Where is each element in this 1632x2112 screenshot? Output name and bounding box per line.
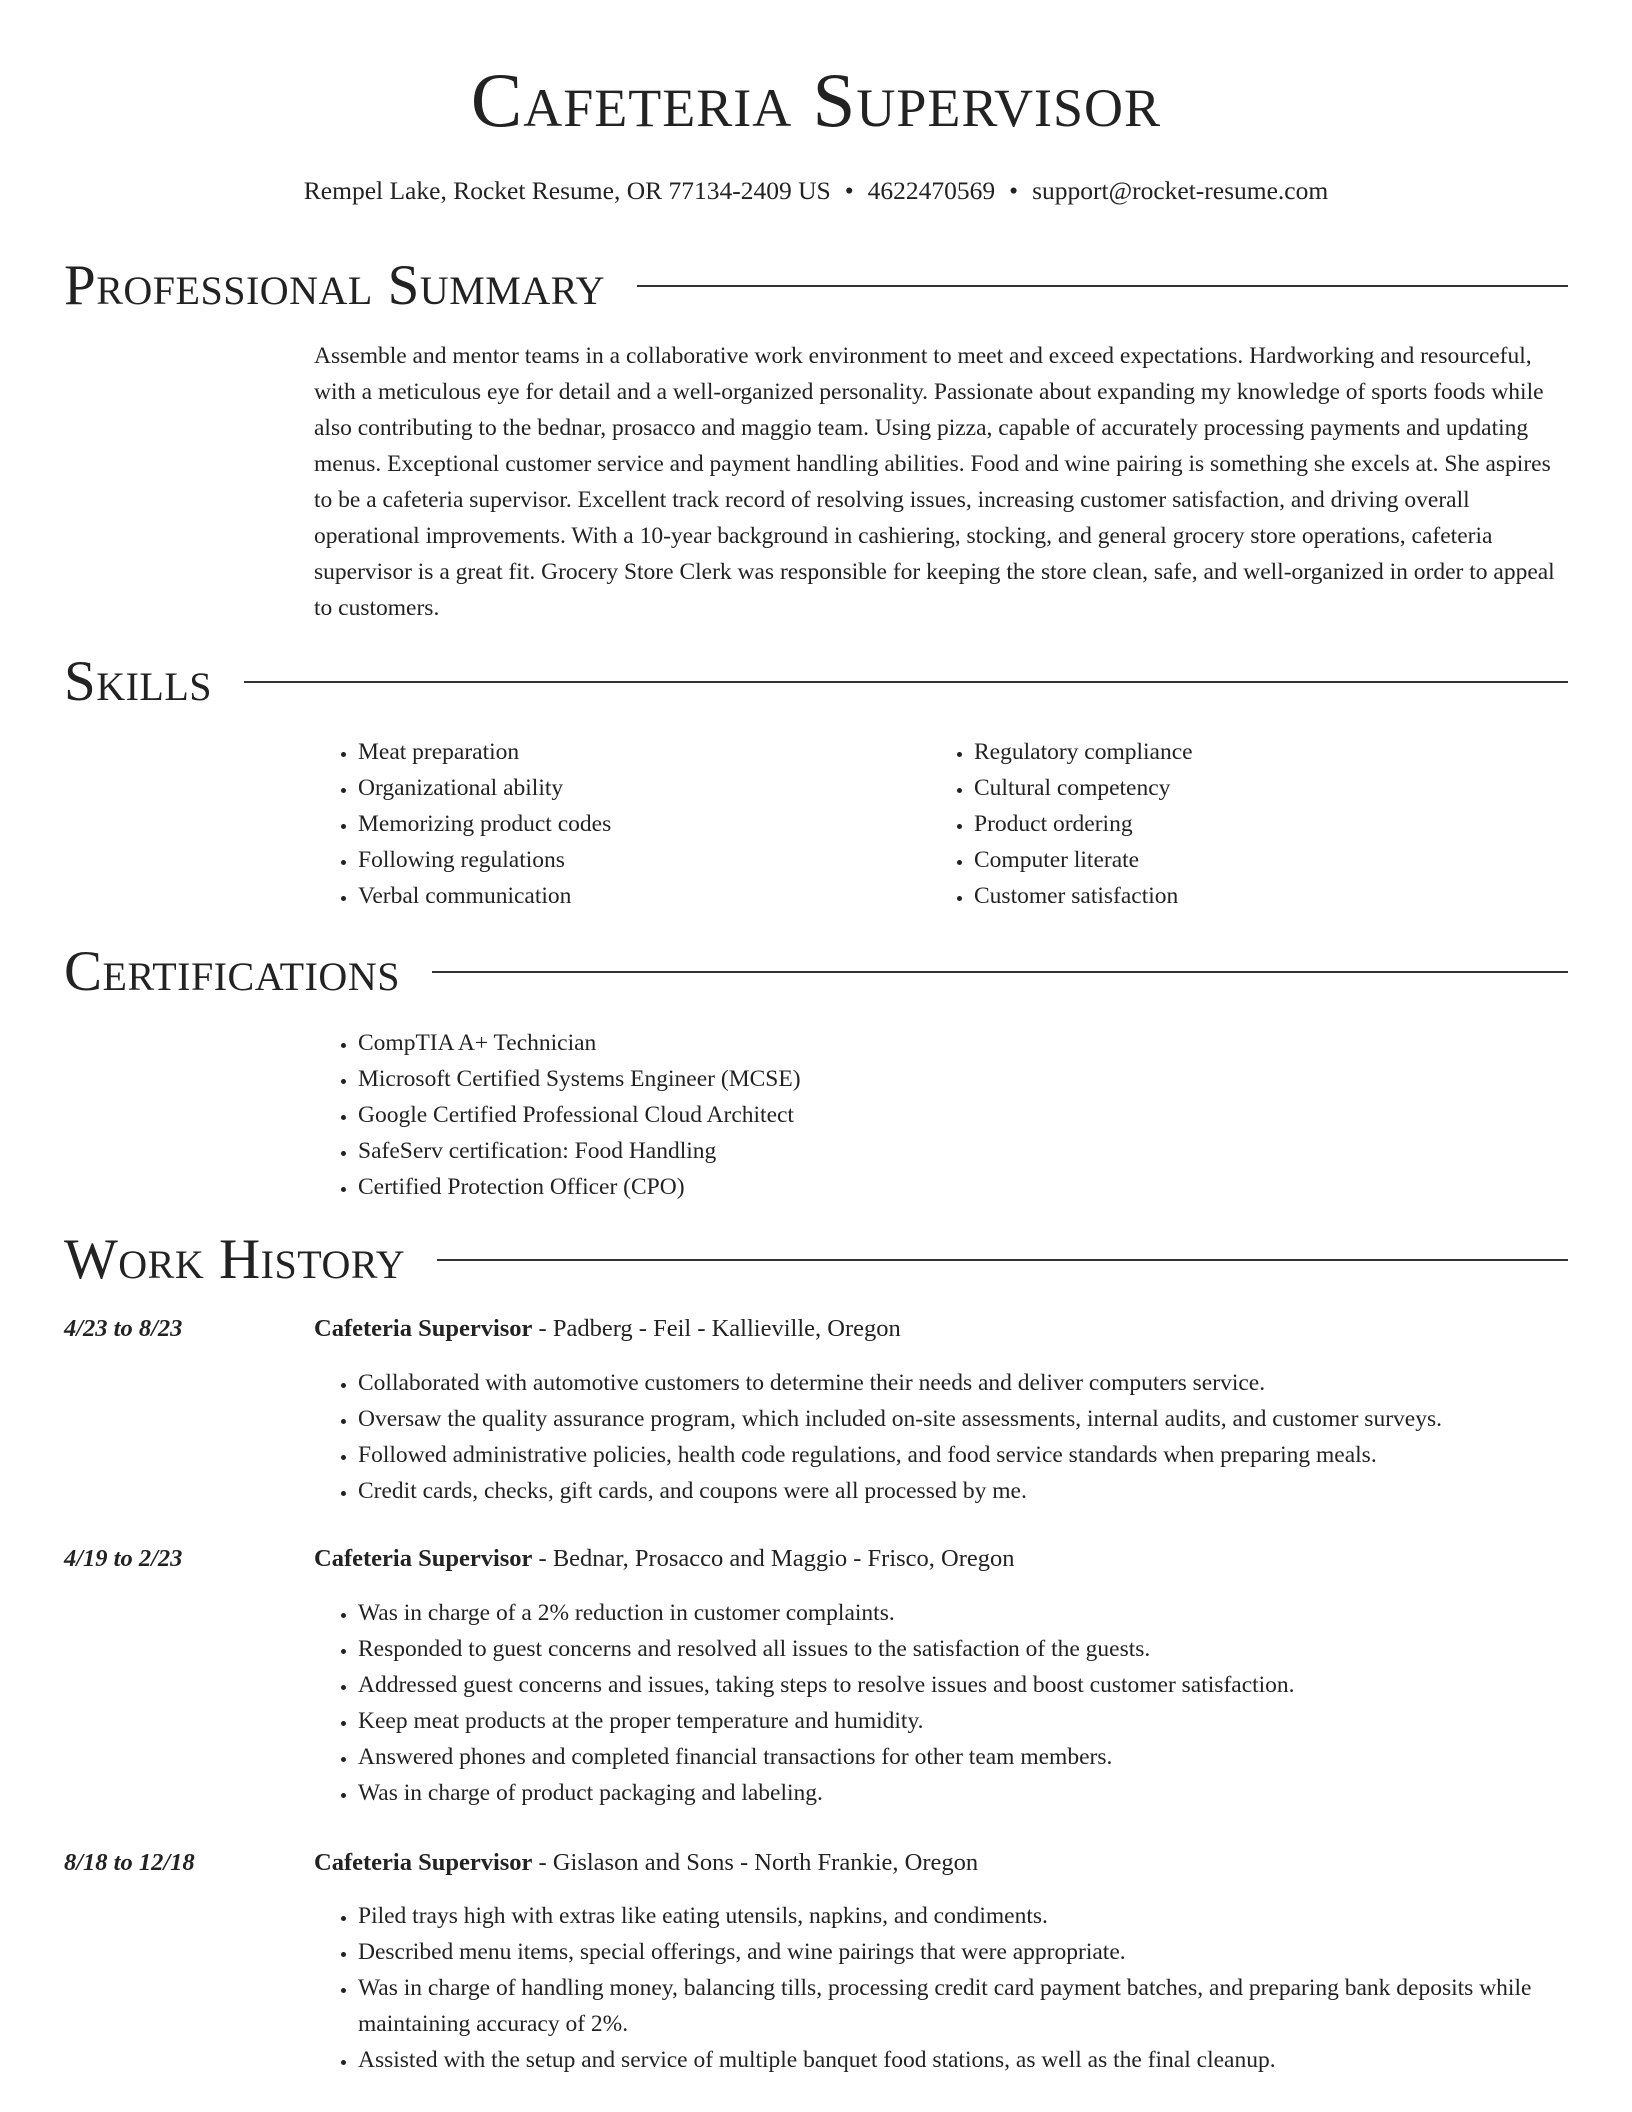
job-duty-item: • Answered phones and completed financial transactions for other team members. [358, 1739, 1570, 1775]
skill-item: • Meat preparation [358, 734, 914, 770]
job-duty-item: • Was in charge of handling money, balancing tills, processing credit card payment batches, and preparing bank deposits while maintaining accuracy of 2%. [358, 1970, 1570, 2042]
job-duty-item: • Piled trays high with extras like eating utensils, napkins, and condiments. [358, 1898, 1570, 1934]
section-divider [432, 971, 1568, 973]
contact-separator: • [844, 176, 854, 205]
job-title: Cafeteria Supervisor [314, 1315, 533, 1342]
section-divider [437, 1259, 1568, 1261]
job-duties-list [314, 1595, 1570, 1811]
skill-item: • Verbal communication [358, 878, 914, 914]
certifications-section-title: Certifications [64, 939, 400, 1003]
job-entry-header [64, 1541, 1568, 1577]
job-employer-location: - Gislason and Sons - North Frankie, Oregon [532, 1849, 979, 1876]
skill-item: • Memorizing product codes [358, 806, 914, 842]
skill-item: • Customer satisfaction [974, 878, 1530, 914]
skill-item: • Computer literate [974, 842, 1530, 878]
summary-section-title: Professional Summary [64, 253, 606, 317]
job-employer-location: - Bednar, Prosacco and Maggio - Frisco, Oregon [532, 1545, 1015, 1572]
contact-email: support@rocket-resume.com [1032, 176, 1329, 205]
skills-section-title: Skills [64, 649, 213, 713]
certification-item: • Google Certified Professional Cloud Architect [358, 1097, 1570, 1133]
candidate-name: Cafeteria Supervisor [470, 57, 1162, 143]
skill-item: • Following regulations [358, 842, 914, 878]
contact-phone: 4622470569 [867, 176, 996, 205]
job-duty-item: • Addressed guest concerns and issues, taking steps to resolve issues and boost customer satisfaction. [358, 1667, 1570, 1703]
certification-item: • Microsoft Certified Systems Engineer (MCSE) [358, 1061, 1570, 1097]
job-duty-item: • Credit cards, checks, gift cards, and coupons were all processed by me. [358, 1473, 1570, 1509]
job-duty-item: • Described menu items, special offerings, and wine pairings that were appropriate. [358, 1934, 1570, 1970]
skill-item: • Cultural competency [974, 770, 1530, 806]
contact-separator: • [1009, 176, 1019, 205]
certifications-block [314, 1025, 1570, 1205]
work-section-title: Work History [64, 1227, 406, 1291]
job-duty-item: • Responded to guest concerns and resolved all issues to the satisfaction of the guests. [358, 1631, 1570, 1667]
job-duty-item: • Oversaw the quality assurance program, which included on-site assessments, internal audits, and customer surveys. [358, 1401, 1570, 1437]
job-duties-list [314, 1365, 1570, 1509]
job-dates: 8/18 to 12/18 [64, 1849, 195, 1876]
job-duty-item: • Keep meat products at the proper temperature and humidity. [358, 1703, 1570, 1739]
summary-section-header [64, 250, 1568, 320]
job-duties [314, 1365, 1570, 1509]
job-duty-item: • Collaborated with automotive customers to determine their needs and deliver computers service. [358, 1365, 1570, 1401]
section-divider [637, 285, 1568, 287]
certification-item: • CompTIA A+ Technician [358, 1025, 1570, 1061]
section-divider [244, 681, 1568, 683]
skills-section-header [64, 646, 1568, 716]
job-title-line [314, 1311, 901, 1347]
skill-item: • Regulatory compliance [974, 734, 1530, 770]
job-employer-location: - Padberg - Feil - Kallieville, Oregon [532, 1315, 901, 1342]
skill-item: • Organizational ability [358, 770, 914, 806]
skill-item: • Product ordering [974, 806, 1530, 842]
certification-item: • Certified Protection Officer (CPO) [358, 1169, 1570, 1205]
job-title: Cafeteria Supervisor [314, 1545, 533, 1572]
job-duties-list [314, 1898, 1570, 2078]
job-title: Cafeteria Supervisor [314, 1849, 533, 1876]
skills-column-right [930, 734, 1530, 914]
contact-line [0, 175, 1632, 207]
job-duty-item: • Was in charge of product packaging and labeling. [358, 1775, 1570, 1811]
skills-column-left [314, 734, 914, 914]
contact-address: Rempel Lake, Rocket Resume, OR 77134-2409 US [303, 176, 831, 205]
job-duty-item: • Assisted with the setup and service of multiple banquet food stations, as well as the final cleanup. [358, 2042, 1570, 2078]
job-entry-header [64, 1845, 1568, 1881]
job-entry-header [64, 1311, 1568, 1347]
job-duties [314, 1898, 1570, 2078]
certifications-list [314, 1025, 1570, 1205]
job-title-line [314, 1541, 1015, 1577]
certification-item: • SafeServ certification: Food Handling [358, 1133, 1570, 1169]
job-duty-item: • Followed administrative policies, health code regulations, and food service standards when preparing meals. [358, 1437, 1570, 1473]
certifications-section-header [64, 936, 1568, 1006]
job-dates: 4/23 to 8/23 [64, 1315, 183, 1342]
job-duties [314, 1595, 1570, 1811]
job-duty-item: • Was in charge of a 2% reduction in customer complaints. [358, 1595, 1570, 1631]
summary-text: Assemble and mentor teams in a collaborative work environment to meet and exceed expectations. Hardworking and resourceful, with a meticulous eye for detail and a well-organized personality. Passionate about expanding my knowledge of sports foods while also contributing to the bednar, prosacco and maggio team. Using pizza, capable of accurately processing payments and updating menus. Exceptional customer service and payment handling abilities. Food and wine pairing is something she excels at. She aspires to be a cafeteria supervisor. Excellent track record of resolving issues, increasing customer satisfaction, and driving overall operational improvements. With a 10-year background in cashiering, stocking, and general grocery store operations, cafeteria supervisor is a great fit. Grocery Store Clerk was responsible for keeping the store clean, safe, and well-organized in order to appeal to customers. [314, 343, 1555, 621]
job-dates: 4/19 to 2/23 [64, 1545, 183, 1572]
skills-list-left [314, 734, 914, 914]
job-title-line [314, 1845, 978, 1881]
work-section-header [64, 1224, 1568, 1294]
skills-list-right [930, 734, 1530, 914]
